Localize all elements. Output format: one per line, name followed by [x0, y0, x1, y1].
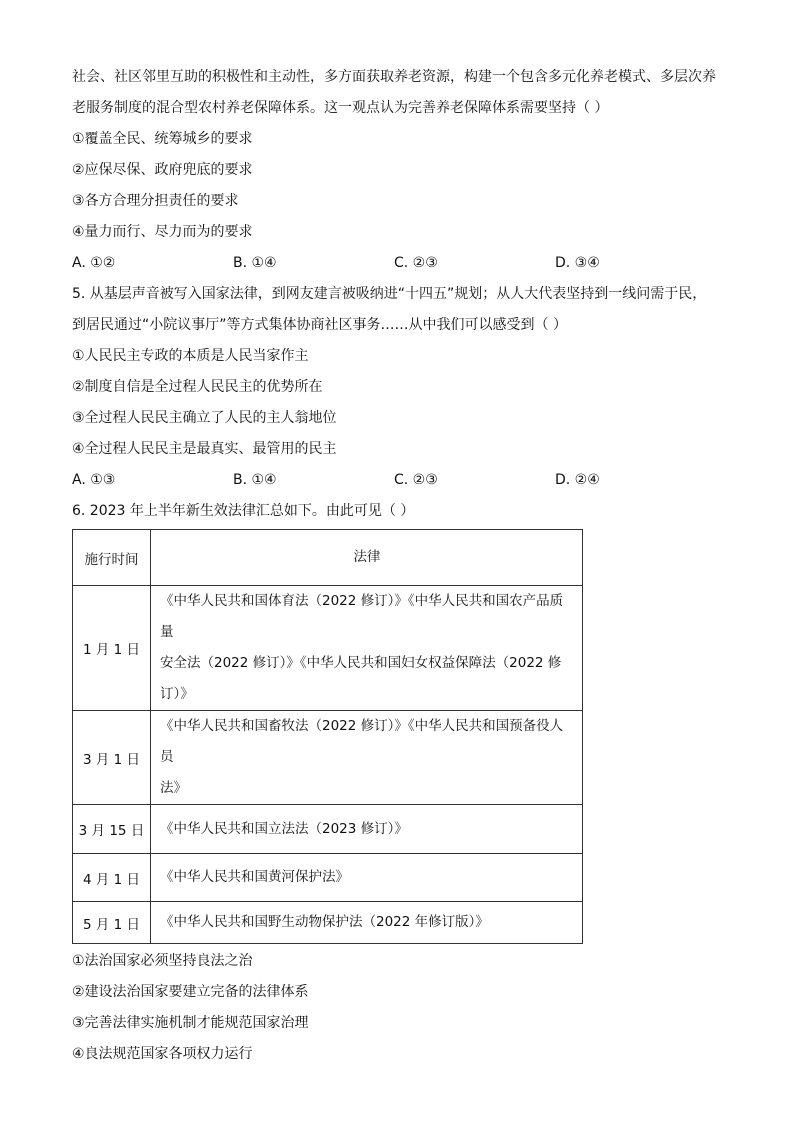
exam-page	[72, 62, 727, 1070]
q6-item-3: ③完善法律实施机制才能规范国家治理	[72, 1015, 309, 1031]
table-row	[73, 711, 583, 805]
q4-option-d[interactable]: D. ③④	[555, 255, 600, 271]
header-law: 法律	[151, 530, 583, 586]
q5-item-3: ③全过程人民民主确立了人民的主人翁地位	[72, 410, 337, 426]
table-row	[73, 586, 583, 711]
row-law-line: 《中华人民共和国野生动物保护法（2022 年修订版）》	[160, 914, 489, 930]
q4-stem-line-1: 社会、社区邻里互助的积极性和主动性，多方面获取养老资源，构建一个包含多元化养老模式、多层次养	[72, 69, 716, 85]
q5-item-1: ①人民民主专政的本质是人民当家作主	[72, 348, 309, 364]
q5-option-c[interactable]: C. ②③	[394, 472, 438, 488]
question-5	[72, 279, 727, 496]
row-law-line: 订）》	[160, 686, 194, 702]
q5-option-b[interactable]: B. ①④	[233, 472, 277, 488]
row-law-line: 法》	[160, 780, 187, 796]
q6-item-4: ④良法规范国家各项权力运行	[72, 1046, 253, 1062]
header-effective-date: 施行时间	[73, 530, 151, 586]
table-row	[73, 854, 583, 902]
q4-stem-line-2: 老服务制度的混合型农村养老保障体系。这一观点认为完善养老保障体系需要坚持（ ）	[72, 100, 609, 116]
q5-option-a[interactable]: A. ①③	[72, 472, 116, 488]
q4-option-a[interactable]: A. ①②	[72, 255, 116, 271]
row-date: 4 月 1 日	[73, 854, 151, 902]
q5-stem-line-2: 到居民通过“小院议事厅”等方式集体协商社区事务……从中我们可以感受到（ ）	[72, 317, 567, 333]
q5-stem-line-1: 5. 从基层声音被写入国家法律，到网友建言被吸纳进“十四五”规划；从人大代表坚持到一线问需于民，	[72, 286, 707, 302]
row-date: 1 月 1 日	[73, 586, 151, 711]
q5-item-2: ②制度自信是全过程人民民主的优势所在	[72, 379, 323, 395]
q4-option-c[interactable]: C. ②③	[394, 255, 438, 271]
row-laws	[151, 854, 583, 902]
row-law-line: 《中华人民共和国体育法（2022 修订）》《中华人民共和国农产品质量	[160, 593, 564, 640]
q4-item-3: ③各方合理分担责任的要求	[72, 193, 239, 209]
q6-item-1: ①法治国家必须坚持良法之治	[72, 953, 253, 969]
q6-item-2: ②建设法治国家要建立完备的法律体系	[72, 984, 309, 1000]
q4-options	[72, 248, 727, 279]
row-law-line: 《中华人民共和国立法法（2023 修订）》	[160, 820, 408, 837]
row-law-line: 《中华人民共和国黄河保护法》	[160, 869, 349, 885]
question-4-continuation	[72, 62, 727, 279]
row-laws	[151, 805, 583, 854]
table-row	[73, 902, 583, 944]
q5-item-4: ④全过程人民民主是最真实、最管用的民主	[72, 441, 337, 457]
row-laws	[151, 586, 583, 711]
row-law-line: 安全法（2022 修订）》《中华人民共和国妇女权益保障法（2022 修	[160, 655, 562, 671]
question-6	[72, 496, 727, 1070]
q6-stem: 6. 2023 年上半年新生效法律汇总如下。由此可见（ ）	[72, 503, 415, 519]
row-law-line: 《中华人民共和国畜牧法（2022 修订）》《中华人民共和国预备役人员	[160, 718, 564, 765]
row-date: 3 月 15 日	[73, 805, 151, 854]
q5-option-d[interactable]: D. ②④	[555, 472, 600, 488]
q4-item-2: ②应保尽保、政府兜底的要求	[72, 162, 253, 178]
laws-table	[72, 529, 583, 944]
q4-item-4: ④量力而行、尽力而为的要求	[72, 224, 253, 240]
q5-options	[72, 465, 727, 496]
table-row	[73, 805, 583, 854]
row-laws	[151, 711, 583, 805]
table-header-row	[73, 530, 583, 586]
row-laws	[151, 902, 583, 944]
row-date: 3 月 1 日	[73, 711, 151, 805]
row-date: 5 月 1 日	[73, 902, 151, 944]
q4-option-b[interactable]: B. ①④	[233, 255, 277, 271]
q4-item-1: ①覆盖全民、统筹城乡的要求	[72, 131, 253, 147]
